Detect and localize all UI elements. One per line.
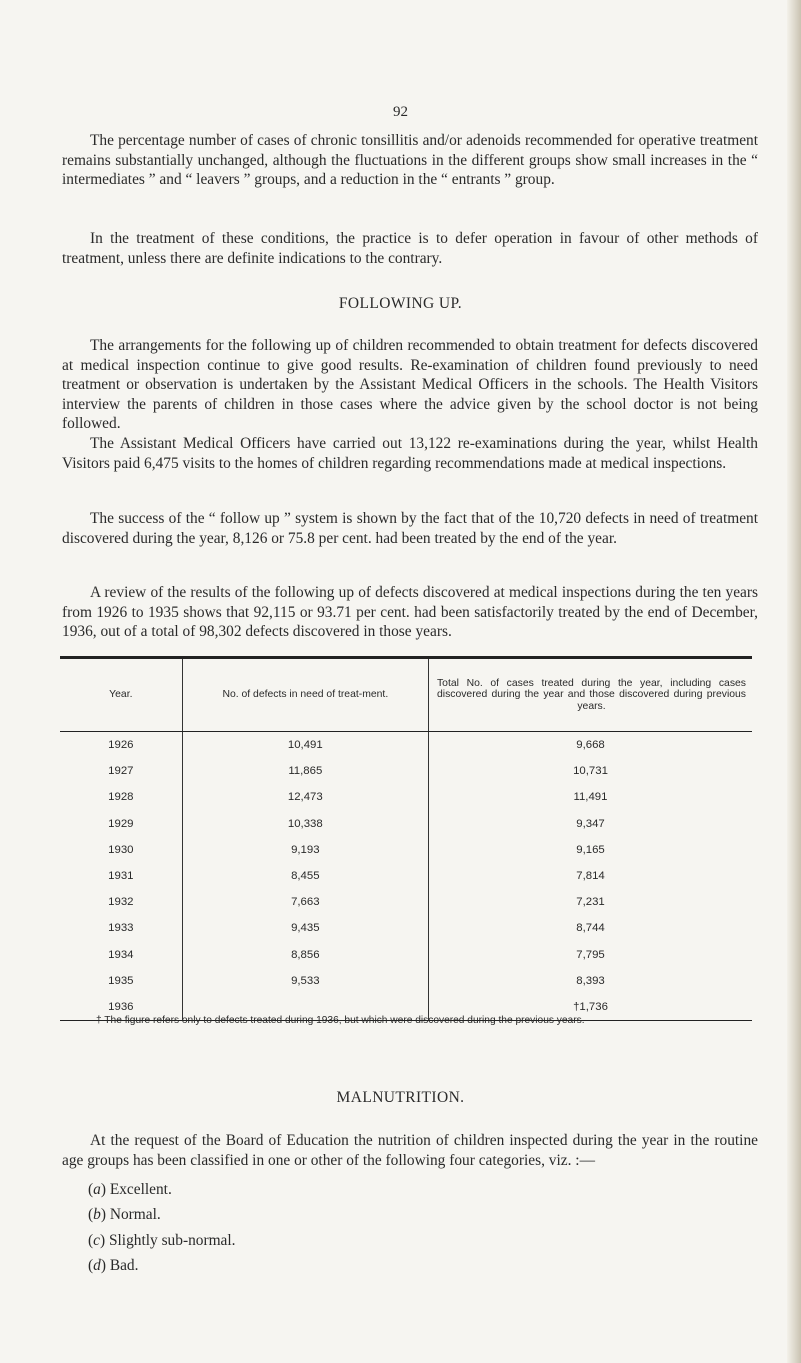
paragraph-re-examinations: The Assistant Medical Officers have carried out 13,122 re-examinations during the year, whilst Health Visitors paid 6,475 visits to the homes of children regarding recommendations made at medical inspections. [62,435,758,472]
table-row [60,732,752,759]
cell-year: 1927 [108,765,134,778]
category-item: (b) Normal. [88,1206,161,1224]
paragraph-ten-year-review: A review of the results of the following up of defects discovered at medical inspections during the ten years from 1926 to 1935 shows that 92,115 or 93.71 per cent. had been satisfactorily treated by the end of December, 1936, out of a total of 98,302 defects discovered in those years. [62,584,758,641]
table-body [60,732,752,1021]
cell-treated: 9,668 [428,732,752,759]
cell-treated: 8,744 [428,915,752,941]
table-row [60,889,752,915]
cell-treated: †1,736 [428,994,752,1021]
table-row [60,942,752,968]
cell-year: 1933 [108,922,134,935]
paragraph-arrangements: The arrangements for the following up of children recommended to obtain treatment for defects discovered at medical inspection continue to give good results. Re-examination of children found previously to need treatment or observation is undertaken by the Assistant Medical Officers in the schools. The Health Visitors interview the parents of children in those cases where the advice given by the school doctor is not being followed. [62,337,758,433]
table-row [60,837,752,863]
cell-defects: 11,865 [182,758,428,784]
table-row [60,863,752,889]
cell-treated: 7,231 [428,889,752,915]
category-marker: a [93,1181,101,1198]
category-label: Normal. [109,1206,161,1224]
cell-defects: 10,491 [182,732,428,759]
cell-year: 1934 [108,948,134,961]
cell-year: 1935 [108,974,134,987]
table-row [60,915,752,941]
cell-treated: 9,347 [428,811,752,837]
cell-treated: 8,393 [428,968,752,994]
cell-defects: 12,473 [182,784,428,810]
category-label: Bad. [109,1257,139,1275]
cell-defects: 9,533 [182,968,428,994]
header-treated: Total No. of cases treated during the year, including cases discovered during the year and those discovered during previous years. [428,658,752,732]
table-row [60,968,752,994]
category-label: Slightly sub-normal. [108,1231,236,1249]
nutrition-categories-list [88,1177,236,1279]
category-item: (c) Slightly sub-normal. [88,1231,236,1249]
cell-treated: 7,795 [428,942,752,968]
category-marker: d [93,1257,101,1275]
paragraph-follow-up-success: The success of the “ follow up ” system is shown by the fact that of the 10,720 defects in need of treatment discovered during the year, 8,126 or 75.8 per cent. had been treated by the end of the year. [62,510,758,547]
cell-defects: 8,455 [182,863,428,889]
table-row [60,811,752,837]
paragraph-tonsillitis: The percentage number of cases of chronic tonsillitis and/or adenoids recommended for operative treatment remains substantially unchanged, although the fluctuations in the different groups show small increases in the “ intermediates ” and “ leavers ” groups, and a reduction in the “ entrants ” group. [62,132,758,189]
paragraph-nutrition: At the request of the Board of Education the nutrition of children inspected during the year in the routine age groups has been classified in one or other of the following four categories, viz. :— [62,1132,758,1169]
paragraph-treatment: In the treatment of these conditions, the practice is to defer operation in favour of other methods of treatment, unless there are definite indications to the contrary. [62,230,758,267]
cell-treated: 7,814 [428,863,752,889]
category-marker: c [93,1231,100,1249]
table-row [60,758,752,784]
defects-table [60,656,752,1021]
cell-year: 1928 [108,791,134,804]
cell-treated: 10,731 [428,758,752,784]
heading-malnutrition: MALNUTRITION. [336,1089,465,1106]
table-footnote: † The figure refers only to defects treated during 1936, but which were discovered during the previous years. [96,1015,585,1026]
cell-year: 1930 [108,843,134,856]
cell-treated: 9,165 [428,837,752,863]
cell-defects: 9,193 [182,837,428,863]
cell-year: 1936 [60,994,182,1021]
category-marker: b [93,1206,101,1224]
cell-year: 1931 [108,870,134,883]
cell-year: 1932 [108,896,134,909]
category-item: (d) Bad. [88,1257,139,1275]
table-row [60,784,752,810]
page-edge-shadow [787,0,801,1363]
cell-defects: 9,435 [182,915,428,941]
header-year: Year. [60,658,182,732]
category-label: Excellent. [109,1181,172,1198]
cell-defects: 8,856 [182,942,428,968]
category-item: (a) Excellent. [88,1181,172,1198]
heading-following-up: FOLLOWING UP. [338,295,463,312]
cell-treated: 11,491 [428,784,752,810]
page-number: 92 [393,104,408,120]
cell-defects: 7,663 [182,889,428,915]
header-defects: No. of defects in need of treat-ment. [182,658,428,732]
cell-year: 1929 [108,817,134,830]
table-header-row [60,658,752,732]
cell-year: 1926 [108,739,134,752]
cell-defects: 10,338 [182,811,428,837]
